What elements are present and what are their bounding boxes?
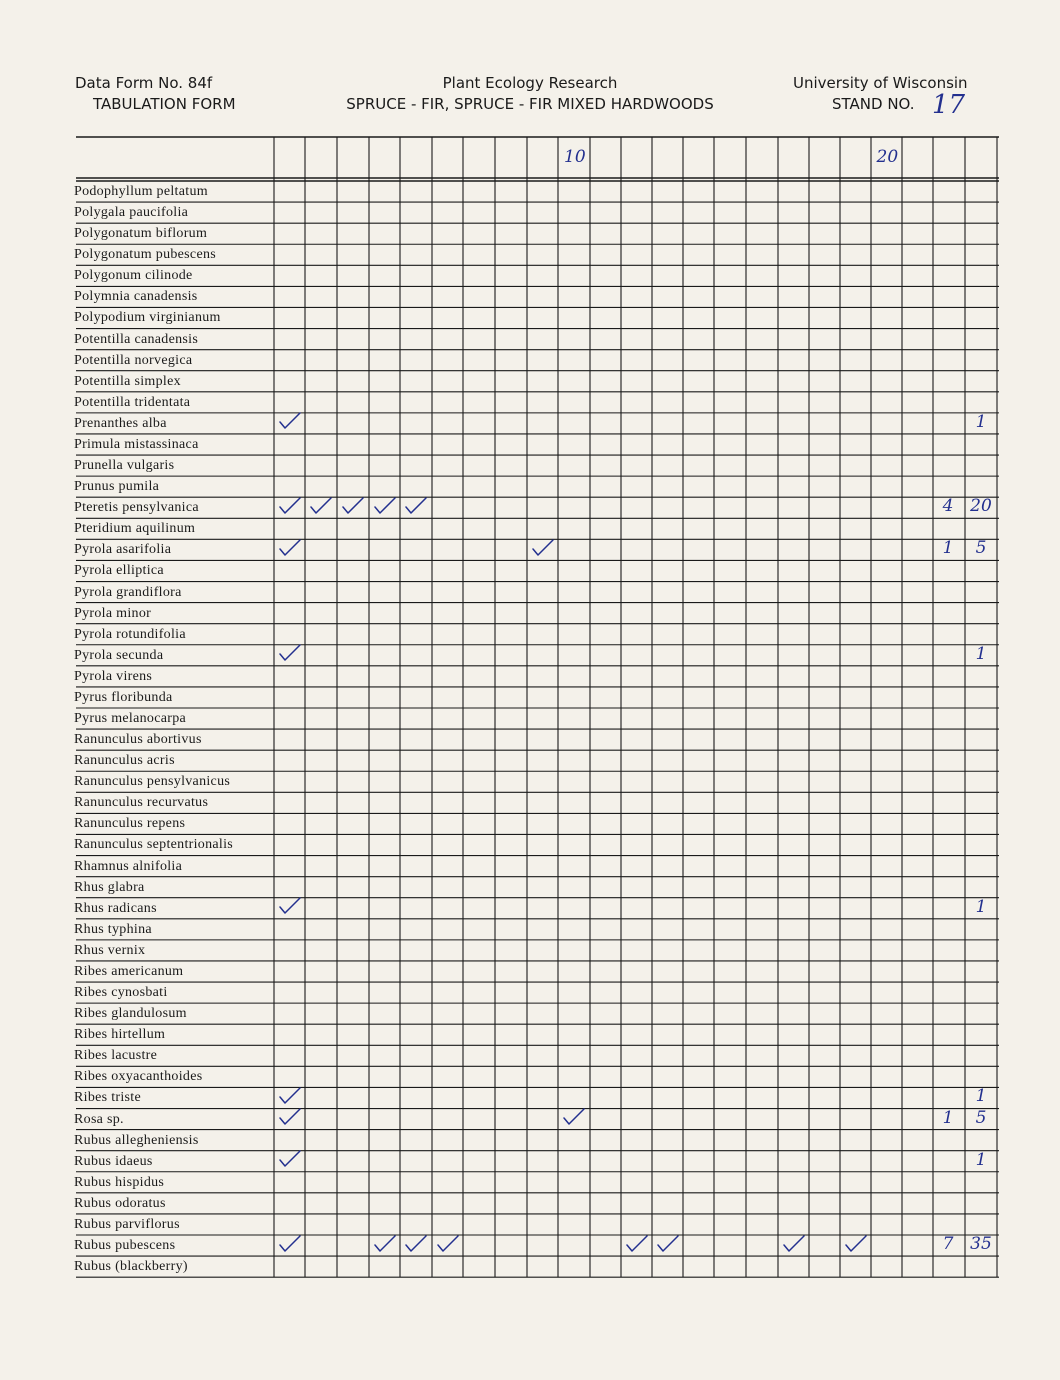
species-name: Prunella vulgaris xyxy=(74,458,175,474)
total-count: 35 xyxy=(970,1234,992,1254)
species-name: Potentilla tridentata xyxy=(74,394,191,410)
species-name: Ranunculus acris xyxy=(74,753,175,769)
total-count: 1 xyxy=(975,1086,987,1107)
check-mark-icon xyxy=(372,1234,398,1254)
species-name: Potentilla canadensis xyxy=(74,331,199,347)
total-count: 1 xyxy=(975,1149,987,1170)
university: University of Wisconsin xyxy=(793,74,968,92)
species-name: Pyrola virens xyxy=(74,668,153,684)
total-count: 1 xyxy=(975,643,987,664)
species-name: Rosa sp. xyxy=(74,1111,124,1127)
species-name: Pyrus melanocarpa xyxy=(74,711,187,726)
check-mark-icon xyxy=(655,1234,681,1254)
species-name: Ribes cynosbati xyxy=(74,985,168,1001)
column-number-label: 20 xyxy=(876,147,899,167)
check-mark-icon xyxy=(277,411,303,431)
frequency-count: 1 xyxy=(942,1107,954,1128)
species-name: Pyrola secunda xyxy=(74,647,164,663)
species-name: Prenanthes alba xyxy=(74,415,167,431)
check-mark-icon xyxy=(308,496,334,516)
species-name: Polypodium virginianum xyxy=(74,310,221,326)
species-name: Polygonatum biflorum xyxy=(74,226,208,242)
check-mark-icon xyxy=(277,896,303,916)
species-name: Rubus parviflorus xyxy=(74,1216,180,1232)
species-name: Rhus glabra xyxy=(74,879,145,895)
species-name: Rhamnus alnifolia xyxy=(74,858,183,874)
check-mark-icon xyxy=(277,1107,303,1127)
check-mark-icon xyxy=(403,1234,429,1254)
species-name: Pteretis pensylvanica xyxy=(74,500,199,516)
species-name: Ribes lacustre xyxy=(74,1048,158,1064)
species-name: Rubus (blackberry) xyxy=(74,1259,188,1275)
check-mark-icon xyxy=(624,1234,650,1254)
form-number: Data Form No. 84f xyxy=(75,74,213,92)
species-name: Pyrola rotundifolia xyxy=(74,626,186,642)
check-mark-icon xyxy=(277,1086,303,1106)
check-mark-icon xyxy=(372,496,398,516)
check-mark-icon xyxy=(277,643,303,663)
organization: Plant Ecology Research xyxy=(442,74,618,92)
total-count: 5 xyxy=(975,538,987,559)
species-name: Ribes hirtellum xyxy=(74,1027,166,1043)
species-name: Rubus hispidus xyxy=(74,1174,165,1190)
species-name: Polygonum cilinode xyxy=(74,268,193,284)
species-name: Ribes oxyacanthoides xyxy=(74,1069,203,1085)
species-name: Rubus idaeus xyxy=(74,1153,153,1169)
species-name: Polygala paucifolia xyxy=(74,205,189,221)
species-name: Potentilla norvegica xyxy=(74,352,193,368)
check-mark-icon xyxy=(277,1234,303,1254)
check-mark-icon xyxy=(403,496,429,516)
species-name: Ranunculus repens xyxy=(74,816,186,832)
species-name: Rhus vernix xyxy=(74,942,146,958)
stand-label: STAND NO. xyxy=(832,95,915,113)
species-name: Ribes glandulosum xyxy=(74,1006,187,1022)
species-name: Pyrola grandiflora xyxy=(74,584,182,600)
check-mark-icon xyxy=(277,496,303,516)
species-name: Pyrola elliptica xyxy=(74,563,164,579)
species-name: Ranunculus recurvatus xyxy=(74,795,209,811)
species-name: Ranunculus pensylvanicus xyxy=(74,774,231,790)
form-type: TABULATION FORM xyxy=(93,95,236,113)
species-name: Potentilla simplex xyxy=(74,373,181,389)
check-mark-icon xyxy=(781,1234,807,1254)
species-name: Rubus allegheniensis xyxy=(74,1132,199,1148)
species-name: Ribes americanum xyxy=(74,963,184,979)
species-name: Rhus typhina xyxy=(74,921,152,937)
total-count: 1 xyxy=(975,896,987,917)
check-mark-icon xyxy=(277,1149,303,1169)
frequency-count: 7 xyxy=(942,1234,954,1254)
total-count: 20 xyxy=(970,496,992,517)
species-name: Polygonatum pubescens xyxy=(74,247,217,263)
species-name: Prunus pumila xyxy=(74,479,160,495)
species-name: Primula mistassinaca xyxy=(74,436,199,452)
column-number-label: 10 xyxy=(564,147,586,167)
stand-number: 17 xyxy=(932,90,966,120)
form-title: SPRUCE - FIR, SPRUCE - FIR MIXED HARDWOODS xyxy=(346,95,714,113)
total-count: 1 xyxy=(975,411,987,432)
frequency-count: 1 xyxy=(942,538,954,559)
species-name: Ribes triste xyxy=(74,1090,141,1106)
species-name: Podophyllum peltatum xyxy=(74,184,208,199)
species-name: Pteridium aquilinum xyxy=(74,521,196,537)
species-name: Polymnia canadensis xyxy=(74,289,198,305)
check-mark-icon xyxy=(561,1107,587,1127)
species-name: Pyrola minor xyxy=(74,605,152,621)
species-name: Ranunculus abortivus xyxy=(74,732,202,748)
species-name: Pyrola asarifolia xyxy=(74,542,172,558)
species-name: Rubus odoratus xyxy=(74,1195,166,1211)
check-mark-icon xyxy=(277,538,303,558)
check-mark-icon xyxy=(530,538,556,558)
total-count: 5 xyxy=(975,1107,987,1128)
species-name: Rubus pubescens xyxy=(74,1238,176,1253)
check-mark-icon xyxy=(843,1234,869,1254)
species-name: Rhus radicans xyxy=(74,900,157,916)
check-mark-icon xyxy=(435,1234,461,1254)
species-name: Ranunculus septentrionalis xyxy=(74,837,234,853)
check-mark-icon xyxy=(340,496,366,516)
species-name: Pyrus floribunda xyxy=(74,689,173,705)
frequency-count: 4 xyxy=(942,496,954,517)
